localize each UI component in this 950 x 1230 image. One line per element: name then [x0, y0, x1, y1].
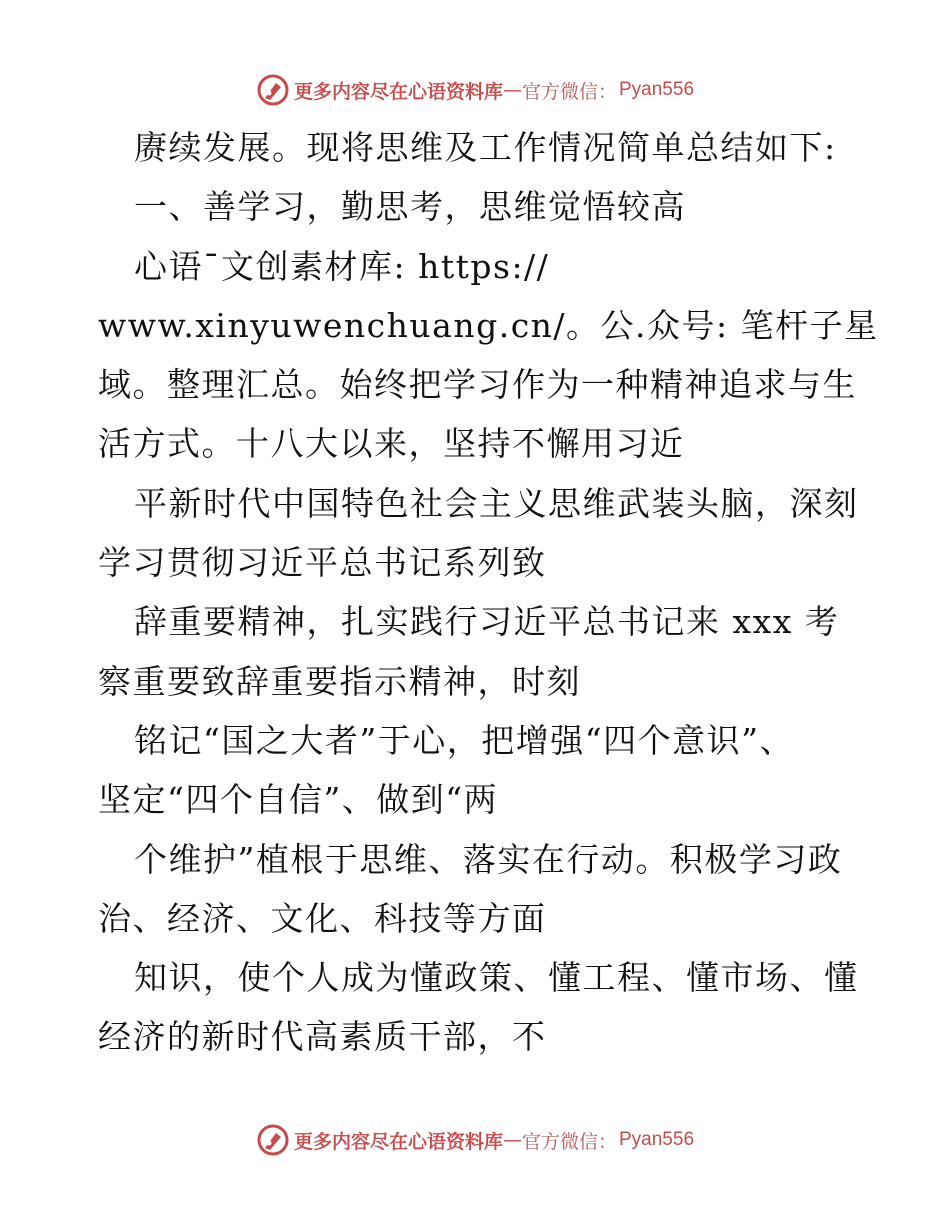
pen-nib-logo-icon — [256, 1123, 290, 1157]
body-line: 学习贯彻习近平总书记系列致 — [98, 543, 547, 583]
body-line: 知识，使个人成为懂政策、懂工程、懂市场、懂 — [134, 958, 859, 998]
footer-banner — [0, 1120, 950, 1160]
body-line: www.xinyuwenchuang.cn/。公.众号: 笔杆子星 — [98, 305, 879, 345]
body-line: 辞重要精神，扎实践行习近平总书记来 xxx 考 — [134, 602, 840, 642]
body-line: 坚定“四个自信”、做到“两 — [98, 780, 499, 820]
pen-nib-logo-icon — [256, 73, 290, 107]
banner-main-text: 更多内容尽在心语资料库 — [293, 80, 503, 103]
banner-wechat-label: 官方微信： — [521, 1130, 617, 1153]
body-line: 赓续发展。现将思维及工作情况简单总结如下: — [134, 128, 837, 167]
body-line: 个维护”植根于思维、落实在行动。积极学习政 — [134, 839, 843, 879]
body-line: 心语¯文创素材库: https:// — [134, 246, 550, 286]
banner-main-text: 更多内容尽在心语资料库 — [293, 1130, 503, 1153]
body-line: 域。整理汇总。始终把学习作为一种精神追求与生 — [98, 365, 857, 405]
body-line: 活方式。十八大以来，坚持不懈用习近 — [98, 424, 685, 464]
body-line: 经济的新时代高素质干部，不 — [98, 1017, 547, 1057]
section-heading: 一、善学习，勤思考，思维觉悟较高 — [134, 187, 686, 227]
banner-wechat-id: Pyan556 — [619, 79, 695, 100]
banner-wechat-id: Pyan556 — [619, 1129, 695, 1150]
banner-wechat-label: 官方微信： — [521, 80, 617, 103]
body-line: 铭记“国之大者”于心，把增强“四个意识”、 — [134, 720, 794, 760]
banner-dash: — — [502, 1129, 522, 1151]
banner-dash: — — [502, 79, 522, 101]
header-banner — [0, 70, 950, 110]
body-line: 治、经济、文化、科技等方面 — [98, 898, 547, 938]
document-body — [98, 118, 879, 1067]
body-line: 平新时代中国特色社会主义思维武装头脑，深刻 — [134, 483, 859, 523]
body-line: 察重要致辞重要指示精神，时刻 — [98, 661, 581, 701]
